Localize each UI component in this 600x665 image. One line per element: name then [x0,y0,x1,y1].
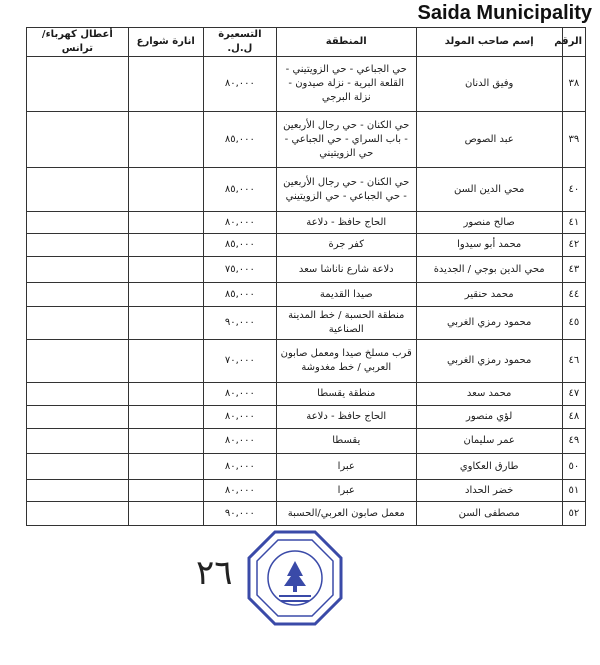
generator-tariff-table [26,27,586,526]
owner-name: مصطفى السن [416,502,562,526]
tariff: ٨٠,٠٠٠ [203,383,276,406]
faults [27,257,129,283]
tariff: ٨٠,٠٠٠ [203,454,276,480]
tariff: ٨٠,٠٠٠ [203,429,276,454]
area: الحاج حافظ - دلاعة [276,212,416,234]
area: عبرا [276,480,416,502]
owner-name: عبد الصوص [416,112,562,168]
table-row [27,454,586,480]
faults [27,57,129,112]
street-lighting [128,454,203,480]
faults [27,112,129,168]
table-row [27,112,586,168]
owner-name: محمود رمزي الغربي [416,340,562,383]
column-header-tariff: التسعيرة ل.ل. [203,28,276,57]
row-number: ٣٩ [562,112,585,168]
row-number: ٤٣ [562,257,585,283]
faults [27,168,129,212]
faults [27,234,129,257]
table-row [27,429,586,454]
street-lighting [128,480,203,502]
table-row [27,257,586,283]
row-number: ٤٦ [562,340,585,383]
row-number: ٤٥ [562,307,585,340]
tariff: ٨٥,٠٠٠ [203,168,276,212]
faults [27,502,129,526]
column-header-number: الرقم [562,28,585,57]
street-lighting [128,257,203,283]
tariff: ٨٠,٠٠٠ [203,57,276,112]
row-number: ٤٠ [562,168,585,212]
row-number: ٤٧ [562,383,585,406]
row-number: ٤٤ [562,283,585,307]
faults [27,212,129,234]
owner-name: محمد سعد [416,383,562,406]
owner-name: محي الدين بوجي / الجديدة [416,257,562,283]
row-number: ٥١ [562,480,585,502]
street-lighting [128,307,203,340]
tariff: ٧٠,٠٠٠ [203,340,276,383]
street-lighting [128,57,203,112]
area: دلاعة شارع ناناشا سعد [276,257,416,283]
area: حي الكنان - حي رجال الأربعين - حي الجباعي - حي الزويتيني [276,168,416,212]
table-row [27,212,586,234]
faults [27,383,129,406]
column-header-owner: إسم صاحب المولد [416,28,562,57]
faults [27,340,129,383]
table-row [27,406,586,429]
table-row [27,168,586,212]
handwritten-page-number: ٢٦ [196,553,233,593]
faults [27,283,129,307]
street-lighting [128,340,203,383]
row-number: ٤٨ [562,406,585,429]
tariff: ٨٠,٠٠٠ [203,480,276,502]
table-row [27,283,586,307]
tariff: ٩٠,٠٠٠ [203,502,276,526]
owner-name: محمود رمزي الغربي [416,307,562,340]
tariff: ٩٠,٠٠٠ [203,307,276,340]
owner-name: عمر سليمان [416,429,562,454]
table-row [27,502,586,526]
document-title: Saida Municipality [417,2,592,24]
street-lighting [128,112,203,168]
owner-name: لؤي منصور [416,406,562,429]
owner-name: وفيق الدنان [416,57,562,112]
tariff: ٨٠,٠٠٠ [203,212,276,234]
table-row [27,234,586,257]
area: حي الكنان - حي رجال الأربعين - باب السراي - حي الجباعي - حي الزويتيني [276,112,416,168]
faults [27,406,129,429]
table-row [27,307,586,340]
row-number: ٣٨ [562,57,585,112]
row-number: ٥٢ [562,502,585,526]
owner-name: محمد أبو سيدوا [416,234,562,257]
street-lighting [128,502,203,526]
row-number: ٤٢ [562,234,585,257]
faults [27,454,129,480]
row-number: ٤١ [562,212,585,234]
street-lighting [128,406,203,429]
area: يقسطا [276,429,416,454]
street-lighting [128,283,203,307]
street-lighting [128,383,203,406]
row-number: ٤٩ [562,429,585,454]
owner-name: صالح منصور [416,212,562,234]
table-row [27,57,586,112]
table-row [27,480,586,502]
area: حي الجباعي - حي الزويتيني - القلعة البرية - نزلة صيدون - نزلة البرجي [276,57,416,112]
area: الحاج حافظ - دلاعة [276,406,416,429]
table-row [27,340,586,383]
faults [27,307,129,340]
owner-name: محي الدين السن [416,168,562,212]
street-lighting [128,234,203,257]
municipality-stamp [245,528,345,628]
street-lighting [128,212,203,234]
area: صيدا القديمة [276,283,416,307]
owner-name: طارق العكاوي [416,454,562,480]
faults [27,429,129,454]
tariff: ٨٥,٠٠٠ [203,283,276,307]
area: عبرا [276,454,416,480]
area: قرب مسلخ صيدا ومعمل صابون العربي / خط مغدوشة [276,340,416,383]
tariff: ٨٠,٠٠٠ [203,406,276,429]
tariff: ٨٥,٠٠٠ [203,112,276,168]
area: معمل صابون العربي/الحسبة [276,502,416,526]
area: كفر جرة [276,234,416,257]
column-header-area: المنطقة [276,28,416,57]
street-lighting [128,168,203,212]
owner-name: محمد حنقير [416,283,562,307]
column-header-street-lighting: انارة شوارع [128,28,203,57]
street-lighting [128,429,203,454]
row-number: ٥٠ [562,454,585,480]
table-header-row [27,28,586,57]
area: منطقة الحسبة / خط المدينة الصناعية [276,307,416,340]
owner-name: خضر الحداد [416,480,562,502]
column-header-faults: أعطال كهرباء/ترانس [27,28,129,57]
faults [27,480,129,502]
tariff: ٧٥,٠٠٠ [203,257,276,283]
tariff: ٨٥,٠٠٠ [203,234,276,257]
table-row [27,383,586,406]
area: منطقة يقسطا [276,383,416,406]
